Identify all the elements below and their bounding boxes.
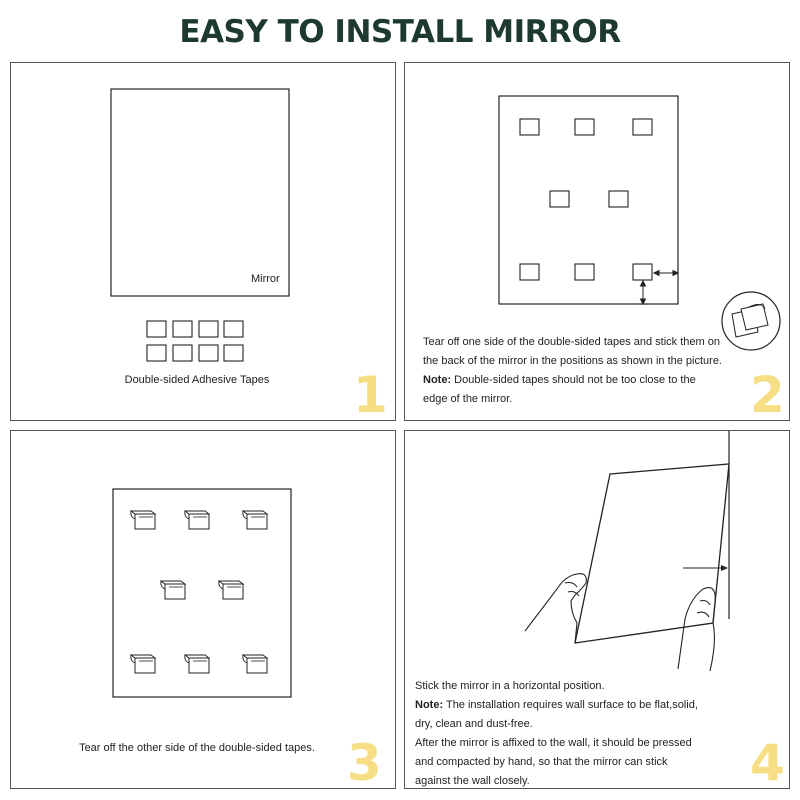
step-2-note-label: Note: [423, 374, 452, 386]
step-number-2: 2 [750, 366, 785, 424]
mirror-back-outline [499, 96, 678, 304]
step-1-panel [10, 62, 396, 424]
step-3-caption: Tear off the other side of the double-sided tapes. [79, 742, 315, 754]
mirror-label: Mirror [251, 273, 280, 285]
step-4-line-1: Stick the mirror in a horizontal position. [415, 680, 605, 692]
page-title: EASY TO INSTALL MIRROR [179, 14, 621, 50]
step-2-note: Double-sided tapes should not be too close to the edge of the mirror. [423, 374, 696, 405]
step-3-panel [10, 430, 396, 792]
edge-distance-arrows [641, 271, 679, 305]
step-4-note-label: Note: [415, 699, 444, 711]
step-1-illustration [11, 63, 397, 422]
step-1-caption: Double-sided Adhesive Tapes [124, 374, 270, 386]
mirror-panel [575, 464, 729, 643]
tape-grid [147, 321, 243, 361]
step-4-instructions [415, 677, 705, 791]
mirror-outline [111, 89, 289, 296]
step-4-line-3: After the mirror is affixed to the wall, it should be pressed and compacted by hand, so that the mirror can stick against the wall closely. [415, 737, 692, 787]
step-4-note: The installation requires wall surface to be flat,solid, dry, clean and dust-free. [415, 699, 698, 730]
step-4-panel [404, 430, 790, 792]
step-number-1: 1 [353, 366, 388, 424]
step-number-4: 4 [750, 734, 785, 792]
step-3-illustration [11, 431, 397, 790]
step-2-panel [404, 62, 790, 424]
peeled-tapes [131, 511, 267, 673]
step-2-text: Tear off one side of the double-sided tapes and stick them on the back of the mirror in the positions as shown in the picture. [423, 336, 722, 367]
step-2-instructions [423, 333, 723, 409]
peel-tape-icon [722, 292, 780, 350]
step-number-3: 3 [347, 734, 382, 792]
tape-positions [520, 119, 652, 280]
